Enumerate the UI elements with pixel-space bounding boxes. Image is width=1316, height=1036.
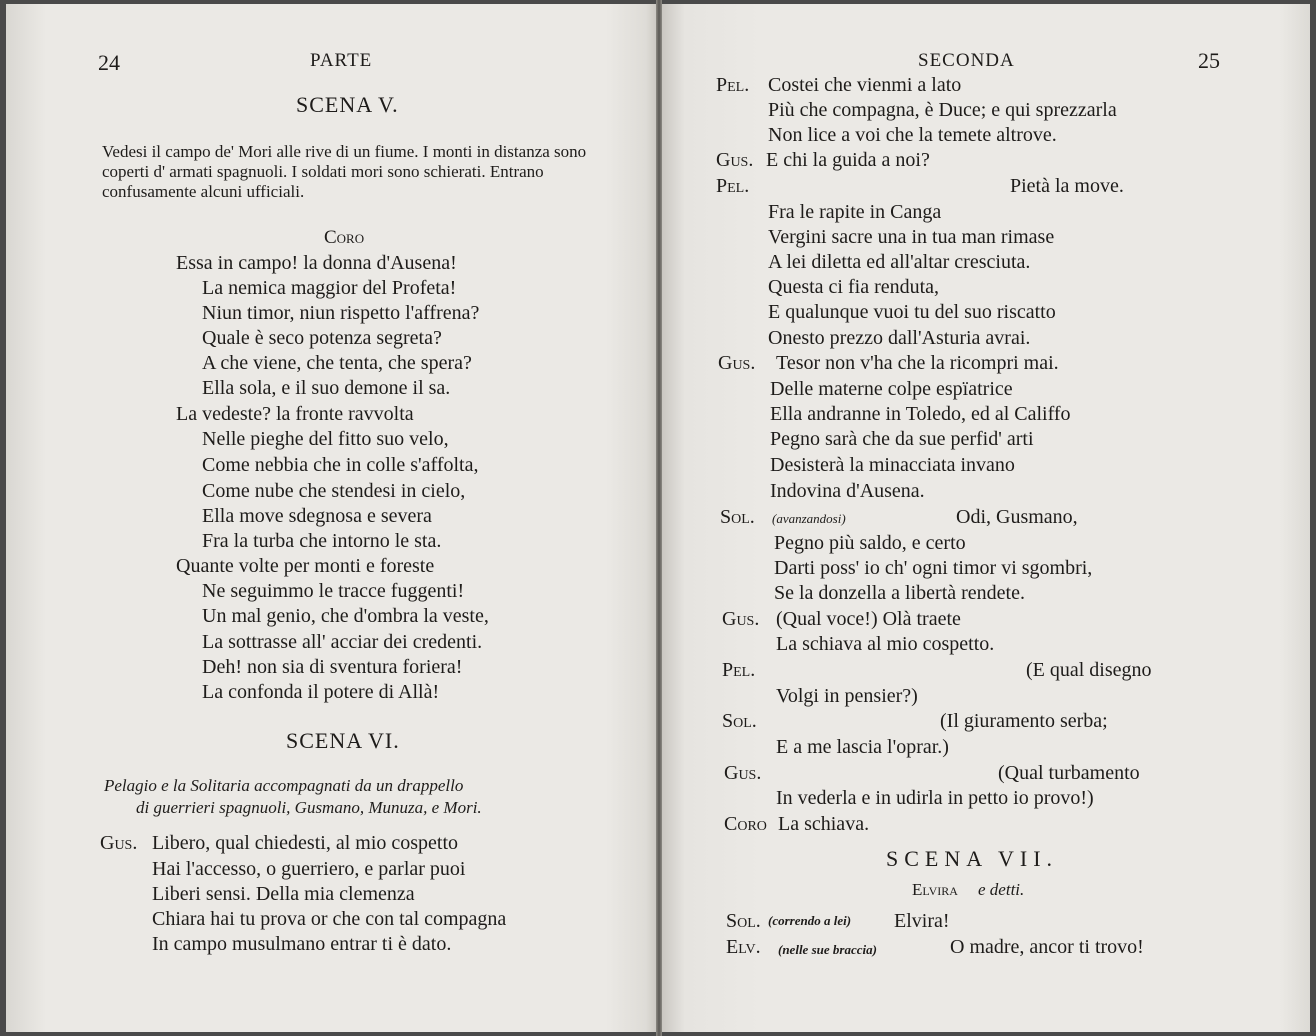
verse-line: Costei che vienmi a lato — [768, 74, 962, 96]
scene-vi-title: SCENA VI. — [286, 728, 400, 753]
verse-line: Odi, Gusmano, — [956, 506, 1078, 528]
verse-line: Quante volte per monti e foreste — [176, 555, 435, 577]
speaker-label: Sol. — [726, 910, 761, 932]
verse-line: La vedeste? la fronte ravvolta — [176, 403, 414, 425]
verse-line: Questa ci fia renduta, — [768, 276, 940, 298]
verse-line: La schiava. — [778, 813, 870, 835]
verse-line: In campo musulmano entrar ti è dato. — [152, 933, 452, 955]
verse-line: E a me lascia l'oprar.) — [776, 736, 949, 758]
speaker-label: Pel. — [716, 74, 750, 96]
verse-line: Pegno sarà che da sue perfid' arti — [770, 428, 1034, 450]
scene-vii-title: SCENA VII. — [886, 846, 1059, 871]
verse-line: Desisterà la minacciata invano — [770, 454, 1015, 476]
verse-line: (Il giuramento serba; — [940, 710, 1108, 732]
verse-line: Nelle pieghe del fitto suo velo, — [202, 428, 449, 450]
verse-line: Se la donzella a libertà rendete. — [774, 582, 1025, 604]
verse-line: (E qual disegno — [1026, 659, 1152, 681]
verse-line: Fra la turba che intorno le sta. — [202, 530, 442, 552]
verse-line: (Qual voce!) Olà traete — [776, 608, 961, 630]
verse-line: A che viene, che tenta, che spera? — [202, 352, 472, 374]
book-gutter — [656, 0, 662, 1036]
verse-line: Più che compagna, è Duce; e qui sprezzarla — [768, 99, 1117, 121]
verse-line: Quale è seco potenza segreta? — [202, 327, 442, 349]
speaker-label: Sol. — [722, 710, 757, 732]
verse-line: Libero, qual chiedesti, al mio cospetto — [152, 832, 459, 854]
chorus-label: Coro — [324, 227, 365, 248]
speaker-label: Pel. — [722, 659, 756, 681]
scene-v-title: SCENA V. — [296, 92, 399, 117]
running-head-left: PARTE — [310, 50, 373, 71]
verse-line: Deh! non sia di sventura foriera! — [202, 656, 463, 678]
verse-line: Delle materne colpe espïatrice — [770, 378, 1013, 400]
verse-line: Vergini sacre una in tua man rimase — [768, 226, 1055, 248]
speaker-label: Gus. — [716, 149, 754, 171]
verse-line: Onesto prezzo dall'Asturia avrai. — [768, 327, 1031, 349]
verse-line: Niun timor, niun rispetto l'affrena? — [202, 302, 480, 324]
verse-line: Hai l'accesso, o guerriero, e parlar puoi — [152, 858, 466, 880]
verse-line: Tesor non v'ha che la ricompri mai. — [776, 352, 1059, 374]
speaker-label: Gus. — [724, 762, 762, 784]
verse-line: Elvira! — [894, 910, 950, 932]
speaker-label: Sol. — [720, 506, 755, 528]
scene-vi-direction-2: di guerrieri spagnuoli, Gusmano, Munuza, e Mori. — [136, 798, 482, 817]
verse-line: E qualunque vuoi tu del suo riscatto — [768, 301, 1056, 323]
speaker-label: Coro — [724, 813, 767, 835]
verse-line: Indovina d'Ausena. — [770, 480, 925, 502]
page-number-left: 24 — [98, 50, 120, 75]
verse-line: La sottrasse all' acciar dei credenti. — [202, 631, 483, 653]
speaker-label: Gus. — [718, 352, 756, 374]
verse-line: Un mal genio, che d'ombra la veste, — [202, 605, 489, 627]
stage-direction: (correndo a lei) — [768, 913, 852, 928]
speaker-label: Pel. — [716, 175, 750, 197]
scene-vi-direction-1: Pelagio e la Solitaria accompagnati da un drappello — [104, 776, 464, 795]
stage-direction: (avanzandosi) — [772, 511, 846, 526]
verse-line: Come nebbia che in colle s'affolta, — [202, 454, 479, 476]
verse-line: Ella andranne in Toledo, ed al Califfo — [770, 403, 1071, 425]
verse-line: Pietà la move. — [1010, 175, 1124, 197]
verse-line: Essa in campo! la donna d'Ausena! — [176, 252, 457, 274]
stage-direction: (nelle sue braccia) — [778, 942, 877, 957]
verse-line: Chiara hai tu prova or che con tal compagna — [152, 908, 507, 930]
running-head-right: SECONDA — [918, 50, 1015, 71]
verse-line: (Qual turbamento — [998, 762, 1140, 784]
speaker-label: Elv. — [726, 936, 761, 958]
verse-line: Non lice a voi che la temete altrove. — [768, 124, 1057, 146]
scene-v-stage-direction — [102, 142, 602, 202]
verse-line: Ella move sdegnosa e severa — [202, 505, 432, 527]
verse-line: Pegno più saldo, e certo — [774, 532, 966, 554]
verse-line: E chi la guida a noi? — [766, 149, 930, 171]
verse-line: Liberi sensi. Della mia clemenza — [152, 883, 415, 905]
verse-line: Come nube che stendesi in cielo, — [202, 480, 466, 502]
verse-line: In vederla e in udirla in petto io provo!) — [776, 787, 1094, 809]
verse-line: La schiava al mio cospetto. — [776, 633, 995, 655]
verse-line: Volgi in pensier?) — [776, 685, 918, 707]
verse-line: La confonda il potere di Allà! — [202, 681, 440, 703]
speaker-label: Gus. — [100, 832, 138, 854]
verse-line: La nemica maggior del Profeta! — [202, 277, 457, 299]
verse-line: O madre, ancor ti trovo! — [950, 936, 1144, 958]
scene-vii-character: Elvira — [912, 880, 958, 899]
verse-line: Ella sola, e il suo demone il sa. — [202, 377, 451, 399]
verse-line: Darti poss' io ch' ogni timor vi sgombri, — [774, 557, 1093, 579]
scene-vii-detti: e detti. — [978, 880, 1025, 899]
verse-line: Ne seguimmo le tracce fuggenti! — [202, 580, 465, 602]
page-number-right: 25 — [1198, 48, 1220, 73]
verse-line: A lei diletta ed all'altar cresciuta. — [768, 251, 1031, 273]
stage-direction-text: Vedesi il campo de' Mori alle rive di un fiume. I monti in distanza sono coperti d' armati spagnuoli. I soldati mori sono schierati. Entrano confusamente alcuni ufficiali. — [102, 142, 587, 201]
speaker-label: Gus. — [722, 608, 760, 630]
verse-line: Fra le rapite in Canga — [768, 201, 942, 223]
